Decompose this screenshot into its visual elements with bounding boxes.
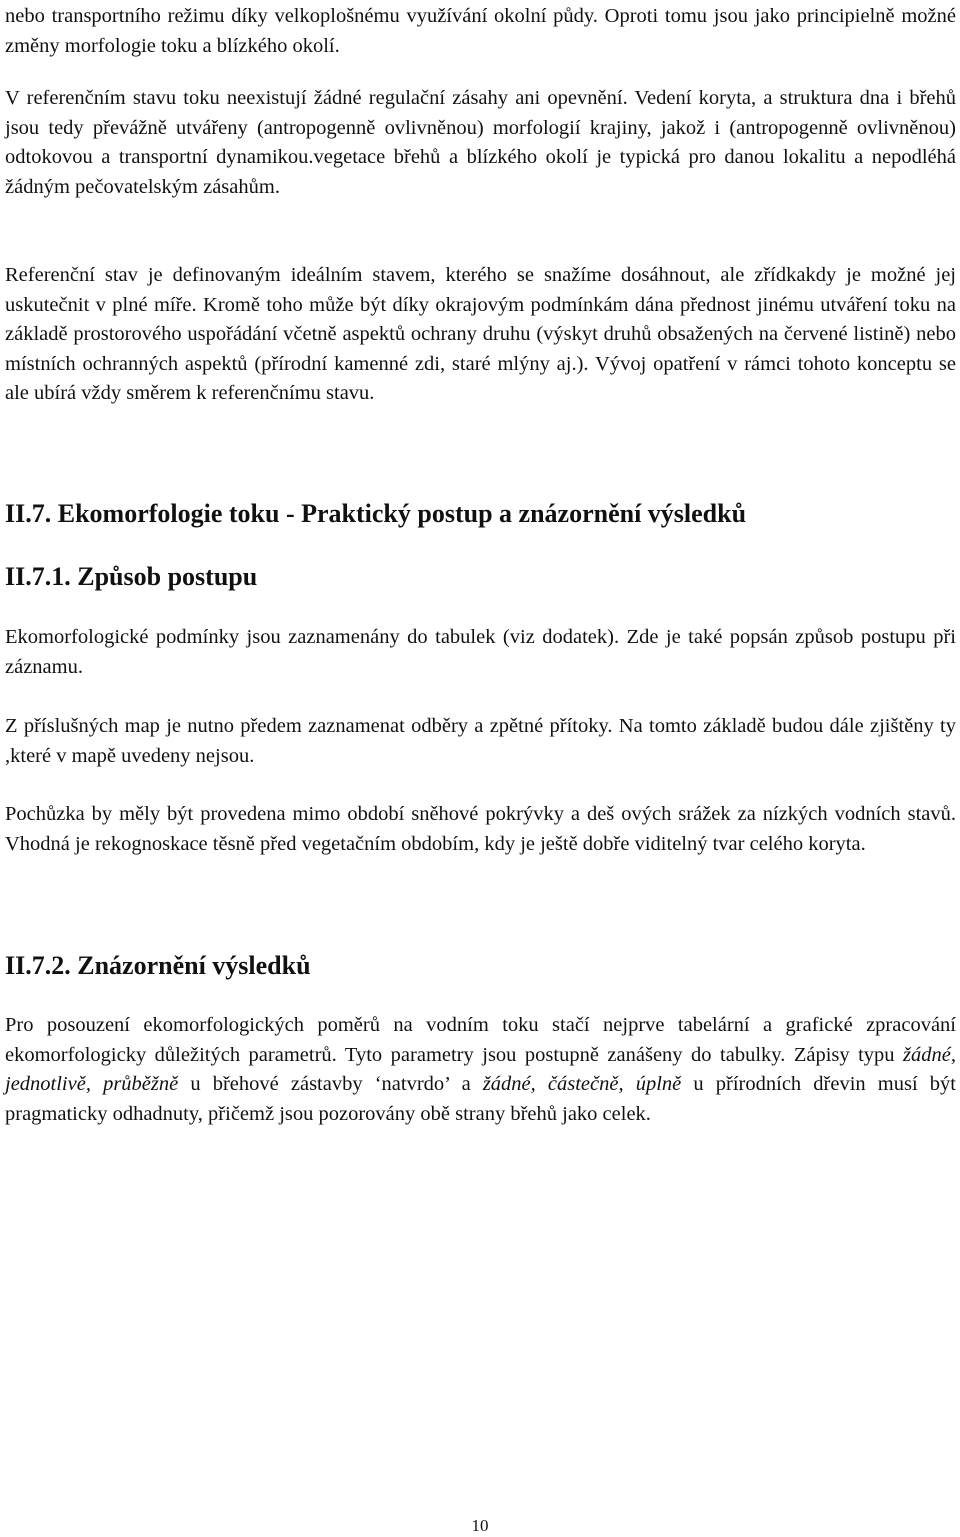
results-italic-2: žádné, částečně, úplně <box>482 1073 682 1095</box>
results-italic-1: žádné, jednotlivě, průběžně <box>5 1043 956 1095</box>
heading-zpusob-postupu: II.7.1. Způsob postupu <box>5 562 258 591</box>
page-number: 10 <box>471 1516 489 1535</box>
heading-ekomorfologie: II.7. Ekomorfologie toku - Praktický postup a znázornění výsledků <box>5 499 747 528</box>
paragraph-results <box>5 1011 956 1129</box>
paragraph-method-maps: Z příslušných map je nutno předem zaznamenat odběry a zpětné přítoky. Na tomto základě budou dále zjištěny ty ,které v mapě uvedeny nejsou. <box>5 715 956 767</box>
results-text-2: u břehové zástavby ‘natvrdo’ a <box>178 1073 483 1095</box>
results-text-3: u přírodních dřevin musí být pragmaticky odhadnuty, přičemž jsou pozorovány obě strany břehů jako celek. <box>5 1073 956 1125</box>
paragraph-method-records: Ekomorfologické podmínky jsou zaznamenány do tabulek (viz dodatek). Zde je také popsán způsob postupu při záznamu. <box>5 626 956 678</box>
paragraph-reference-state: V referenčním stavu toku neexistují žádné regulační zásahy ani opevnění. Vedení koryta, a struktura dna i břehů jsou tedy převážně utvářeny (antropogenně ovlivněnou) morfologií krajiny, jakož i (antropogenně ovlivněnou) odtokovou a transportní dynamikou.vegetace břehů a blízkého okolí je typická pro danou lokalitu a nepodléhá žádným pečovatelským zásahům. <box>5 87 956 198</box>
paragraph-method-survey: Pochůzka by měly být provedena mimo období sněhové pokrývky a deš ových srážek za nízkých vodních stavů. Vhodná je rekognoskace těsně před vegetačním obdobím, kdy je ještě dobře viditelný tvar celého koryta. <box>5 803 956 855</box>
heading-znazorneni-vysledku: II.7.2. Znázornění výsledků <box>5 951 311 980</box>
paragraph-intro: nebo transportního režimu díky velkoplošnému využívání okolní půdy. Oproti tomu jsou jako principielně možné změny morfologie toku a blízkého okolí. <box>5 5 956 57</box>
paragraph-reference-definition: Referenční stav je definovaným ideálním stavem, kterého se snažíme dosáhnout, ale zřídkakdy je možné jej uskutečnit v plné míře. Kromě toho může být díky okrajovým podmínkám dána přednost jinému utváření toku na základě prostorového uspořádání včetně aspektů ochrany druhu (výskyt druhů obsažených na červené listině) nebo místních ochranných aspektů (přírodní kamenné zdi, staré mlýny aj.). Vývoj opatření v rámci tohoto konceptu se ale ubírá vždy směrem k referenčnímu stavu. <box>5 264 956 404</box>
results-text-1: Pro posouzení ekomorfologických poměrů na vodním toku stačí nejprve tabelární a grafické zpracování ekomorfologicky důležitých parametrů. Tyto parametry jsou postupně zanášeny do tabulky. Zápisy typu <box>5 1014 956 1066</box>
